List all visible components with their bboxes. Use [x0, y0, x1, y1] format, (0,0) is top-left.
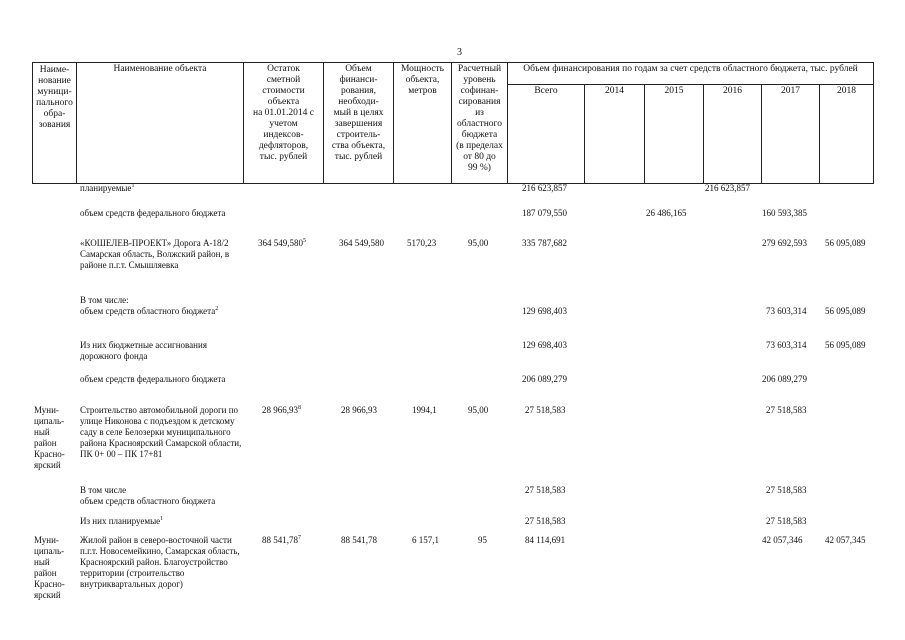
list-item: объем средств областного бюджета$^2$	[80, 306, 219, 316]
municipality-cell: Муни- ципаль- ный район Красно- ярский	[34, 535, 65, 600]
capacity-cell: 6 157,1	[412, 535, 439, 545]
total-cell: 129 698,403	[522, 306, 567, 316]
y2017-cell: 279 692,593	[762, 238, 807, 248]
volume-cell: 28 966,93	[341, 405, 377, 415]
y2017-cell: 42 057,346	[762, 535, 803, 545]
list-item: объем средств областного бюджета	[80, 496, 216, 506]
y2017-cell: 73 603,314	[766, 340, 807, 350]
list-item: планируемые$^1$	[80, 183, 135, 193]
rate-cell: 95	[478, 535, 487, 545]
rate-cell: 95,00	[468, 238, 489, 248]
list-item: В том числе:	[80, 295, 129, 305]
balance-cell: 88 541,78$^7$	[262, 535, 301, 545]
volume-cell: 88 541,78	[341, 535, 377, 545]
list-item: Строительство автомобильной дороги по улице Никонова с подъездом к детскому саду в селе Белозерки муниципального района Красноярский Самарской области, ПК 0+ 00 – ПК 17+81	[80, 405, 242, 459]
total-cell: 216 623,857	[522, 183, 567, 193]
y2017-cell: 160 593,385	[762, 208, 807, 218]
y2018-cell: 56 095,089	[825, 238, 866, 248]
list-item: Жилой район в северо-восточной части п.г.т. Новосемейкино, Самарская область, Красноярский район. Благоустройство территории (строительство внутриквартальных дорог)	[80, 535, 240, 589]
header-2016: 2016	[704, 84, 762, 183]
header-2018: 2018	[820, 84, 874, 183]
total-cell: 84 114,691	[525, 535, 566, 545]
header-municipality: Наиме- нование муници- пального обра- зования	[33, 63, 77, 184]
y2018-cell: 56 095,089	[825, 306, 866, 316]
header-2014: 2014	[585, 84, 645, 183]
total-cell: 27 518,583	[525, 516, 566, 526]
total-cell: 206 089,279	[522, 374, 567, 384]
header-total: Всего	[508, 84, 585, 183]
total-cell: 27 518,583	[525, 405, 566, 415]
balance-cell: 364 549,580$^5$	[258, 238, 306, 248]
list-item: «КОШЕЛЕВ-ПРОЕКТ» Дорога А-18/2 Самарская область, Волжский район, в районе п.г.т. Смышляевка	[80, 238, 230, 270]
list-item: Из них бюджетные ассигнования дорожного фонда	[80, 340, 207, 361]
header-balance: Остаток сметной стоимости объекта на 01.01.2014 с учетом индексов- дефляторов, тыс. рублей	[244, 63, 324, 184]
header-object-name: Наименование объекта	[77, 63, 244, 184]
y2018-cell: 56 095,089	[825, 340, 866, 350]
list-item: объем средств федерального бюджета	[80, 374, 226, 384]
capacity-cell: 1994,1	[412, 405, 437, 415]
rate-cell: 95,00	[468, 405, 489, 415]
header-capacity: Мощность объекта, метров	[394, 63, 452, 184]
y2017-cell: 27 518,583	[766, 485, 807, 495]
header-funding: Объем финансирования по годам за счет средств областного бюджета, тыс. рублей	[508, 63, 874, 85]
header-2015: 2015	[645, 84, 704, 183]
y2017-cell: 27 518,583	[766, 516, 807, 526]
y2017-cell: 206 089,279	[762, 374, 807, 384]
header-2017: 2017	[762, 84, 820, 183]
volume-cell: 364 549,580	[339, 238, 384, 248]
header-rate: Расчетный уровень софинан- сирования из областного бюджета (в пределах от 80 до 99 %)	[452, 63, 508, 184]
balance-cell: 28 966,93$^8$	[262, 405, 301, 415]
total-cell: 187 079,550	[522, 208, 567, 218]
y2017-cell: 27 518,583	[766, 405, 807, 415]
municipality-cell: Муни- ципаль- ный район Красно- ярский	[34, 405, 65, 470]
list-item: Из них планируемые$^1$	[80, 516, 164, 526]
y2018-cell: 42 057,345	[825, 535, 866, 545]
total-cell: 335 787,682	[522, 238, 567, 248]
y2017-cell: 73 603,314	[766, 306, 807, 316]
total-cell: 129 698,403	[522, 340, 567, 350]
y2016-cell: 216 623,857	[705, 183, 750, 193]
list-item: объем средств федерального бюджета	[80, 208, 226, 218]
header-volume: Объем финанси- рования, необходи- мый в целях завершения строитель- ства объекта, тыс. рублей	[324, 63, 394, 184]
list-item: В том числе	[80, 485, 127, 495]
table-header	[32, 62, 874, 184]
total-cell: 27 518,583	[525, 485, 566, 495]
page-number: 3	[457, 47, 462, 58]
capacity-cell: 5170,23	[407, 238, 437, 248]
y2015-cell: 26 486,165	[646, 208, 687, 218]
